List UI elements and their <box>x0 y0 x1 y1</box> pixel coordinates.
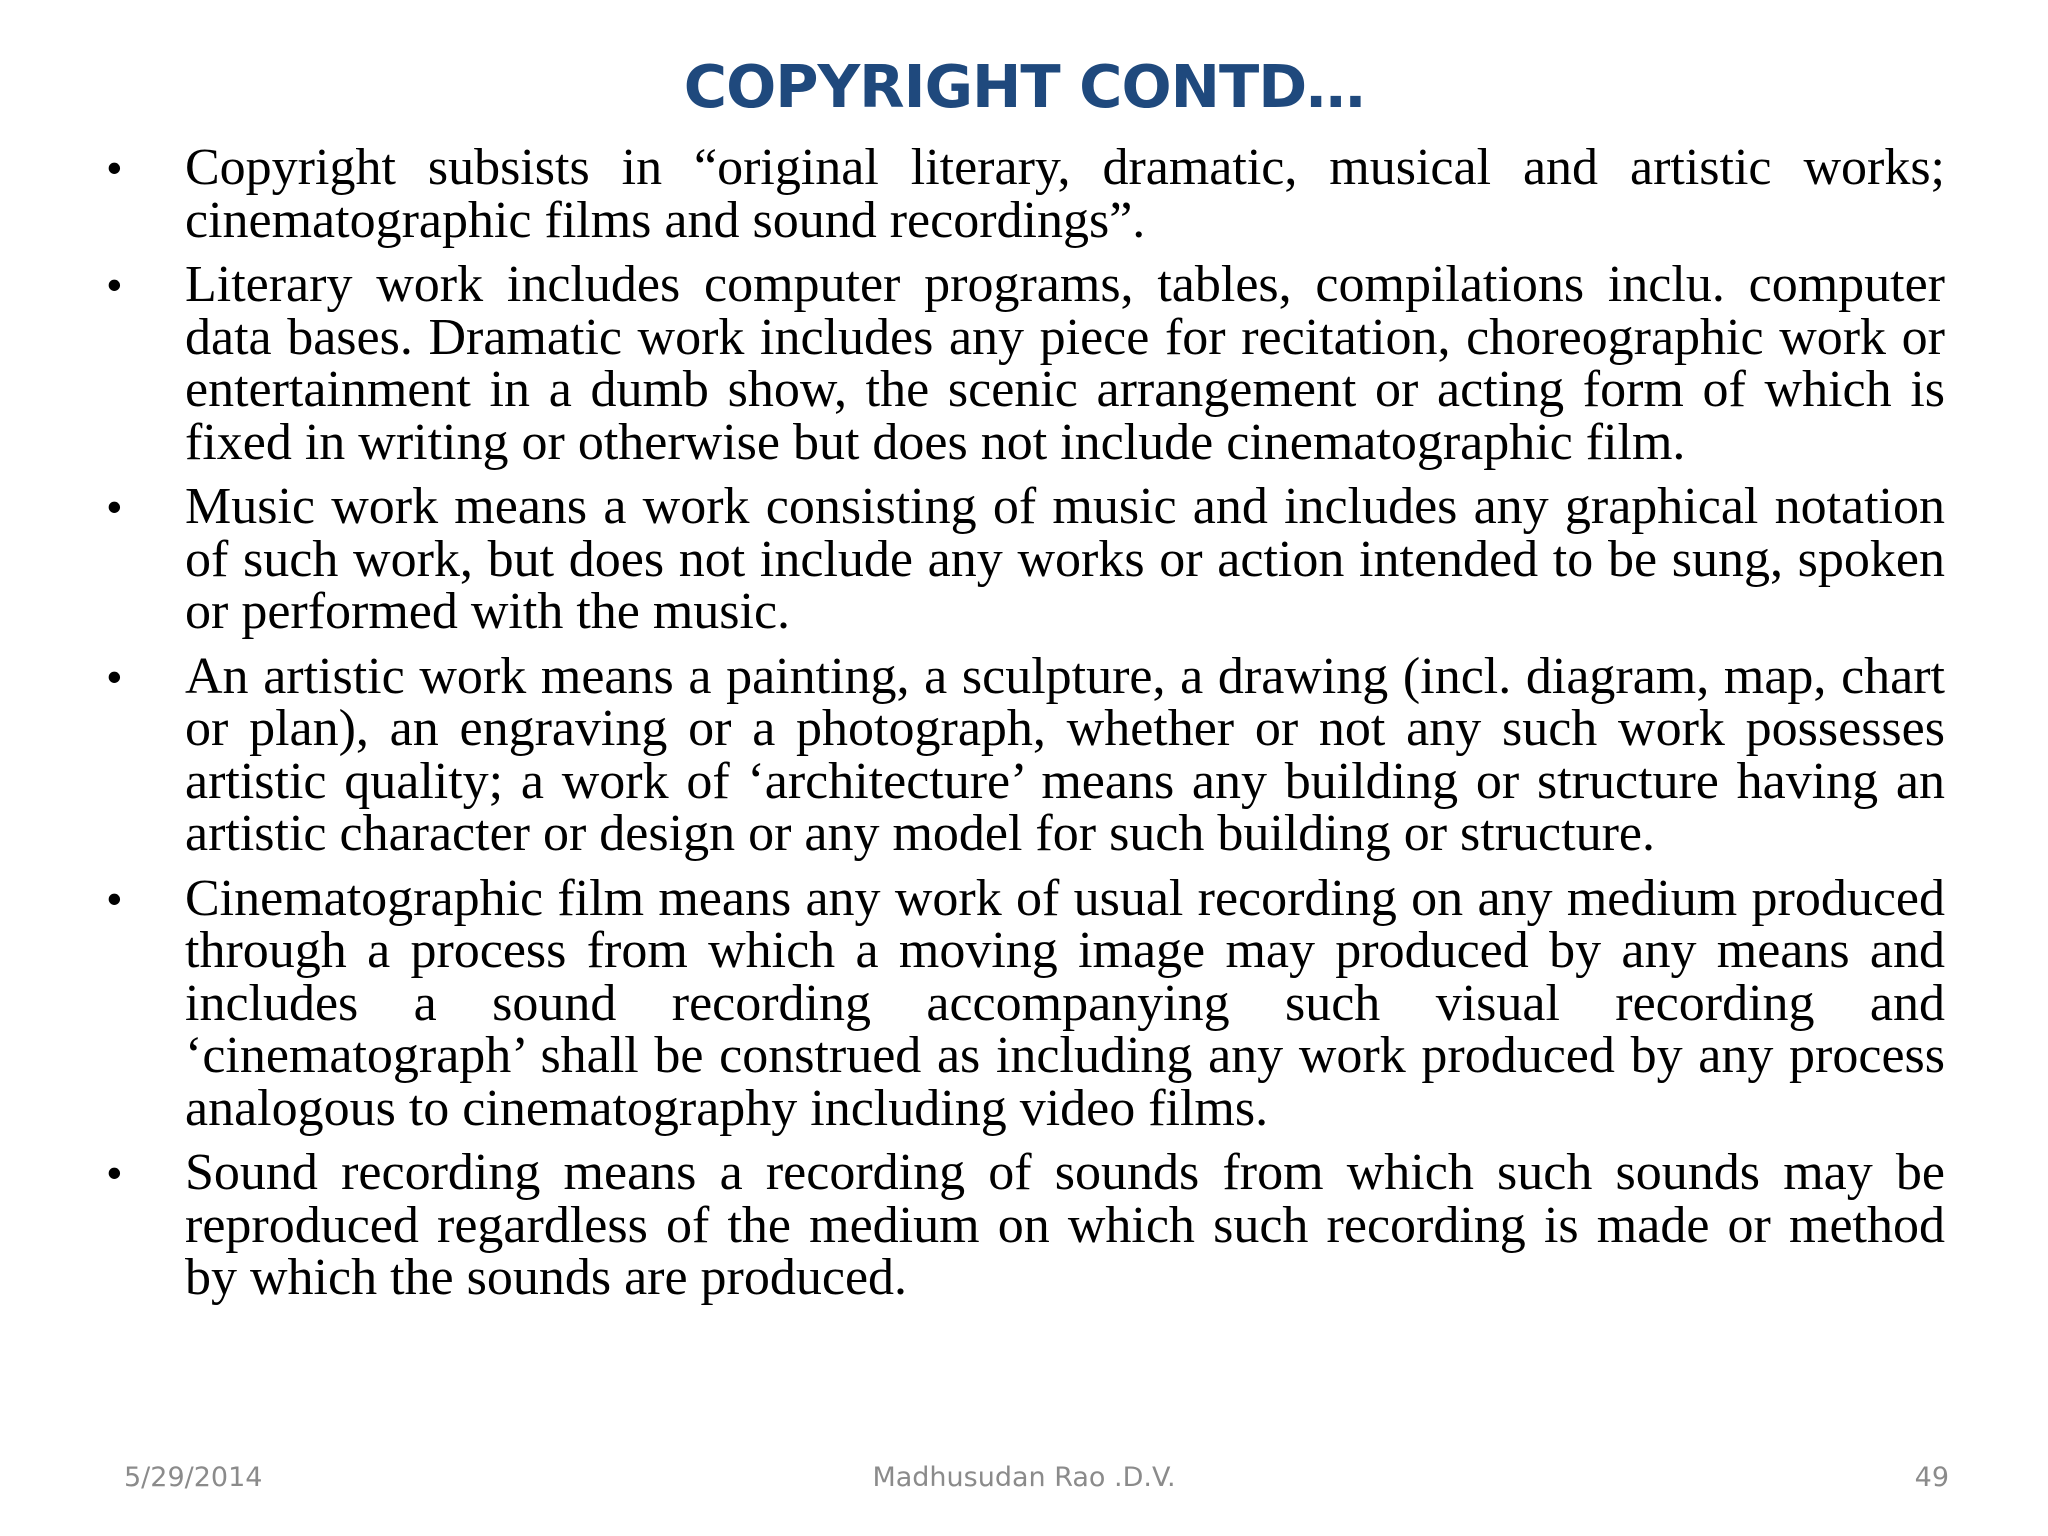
bullet-icon: • <box>107 874 122 922</box>
slide-title: COPYRIGHT CONTD… <box>683 52 1365 121</box>
bullet-text: Cinematographic film means any work of usual recording on any medium produced through a process from which a moving image may produced by any means and includes a sound recording accompanying such visual recording and ‘cinematograph’ shall be construed as including any work produced by any process analogous to cinematography including video films. <box>185 869 1945 1137</box>
bullet-item-literary-work <box>107 256 1945 471</box>
bullet-text: Copyright subsists in “original literary, dramatic, musical and artistic works; cinematographic films and sound recordings”. <box>185 139 1945 249</box>
bullet-item-copyright-subsists <box>107 139 1945 249</box>
bullet-text: Sound recording means a recording of sounds from which such sounds may be reproduced regardless of the medium on which such recording is made or method by which the sounds are produced. <box>185 1144 1945 1306</box>
bullet-item-artistic-work <box>107 647 1945 862</box>
bullet-text: Literary work includes computer programs, tables, compilations inclu. computer data bases. Dramatic work includes any piece for recitation, choreographic work or entertainment in a dumb show, the scenic arrangement or acting form of which is fixed in writing or otherwise but does not include cinematographic film. <box>185 256 1945 471</box>
bullet-list <box>0 139 2048 1317</box>
bullet-icon: • <box>107 483 122 530</box>
footer-date: 5/29/2014 <box>124 1462 263 1493</box>
footer-page-number: 49 <box>1914 1462 1949 1493</box>
bullet-item-cinematographic-film <box>107 869 1945 1137</box>
bullet-icon: • <box>107 261 122 308</box>
bullet-item-sound-recording <box>107 1144 1945 1306</box>
bullet-icon: • <box>107 652 122 700</box>
bullet-item-music-work <box>107 478 1945 640</box>
bullet-icon: • <box>107 144 122 191</box>
bullet-text: An artistic work means a painting, a sculpture, a drawing (incl. diagram, map, chart or plan), an engraving or a photograph, whether or not any such work possesses artistic quality; a work of ‘architecture’ means any building or structure having an artistic character or design or any model for such building or structure. <box>185 647 1945 862</box>
bullet-icon: • <box>107 1149 122 1196</box>
bullet-text: Music work means a work consisting of music and includes any graphical notation of such work, but does not include any works or action intended to be sung, spoken or performed with the music. <box>185 478 1945 640</box>
footer-author: Madhusudan Rao .D.V. <box>872 1462 1176 1493</box>
